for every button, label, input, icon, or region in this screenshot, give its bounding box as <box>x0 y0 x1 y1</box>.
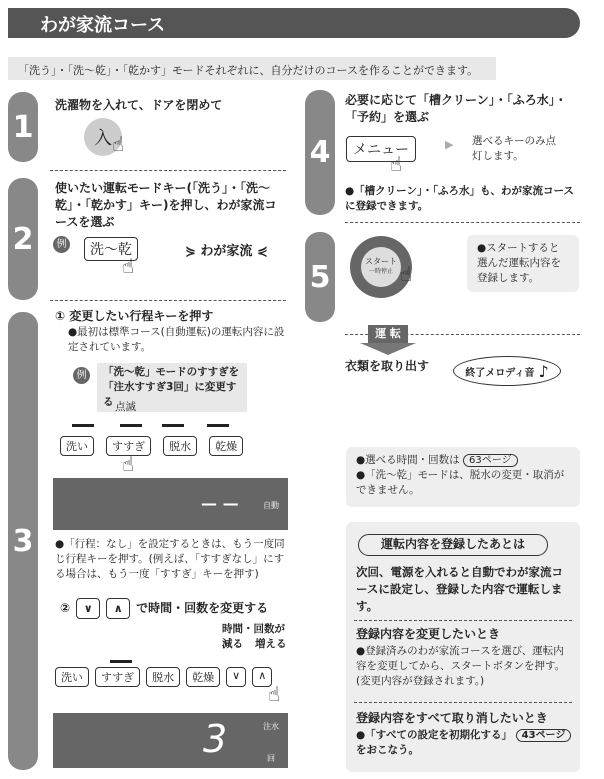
example-badge: 例 <box>53 236 70 253</box>
hand-pointer-icon: ☝ <box>122 254 135 278</box>
time-count-label: 時間・回数が <box>222 623 285 635</box>
start-label: スタート <box>365 257 397 266</box>
divider <box>345 222 580 223</box>
menu-key[interactable]: メニュー <box>346 136 416 162</box>
take-out-text: 衣類を取り出す <box>345 359 430 373</box>
divider <box>354 702 572 703</box>
indicator-bar-blinking <box>120 424 142 427</box>
down-arrow-key[interactable]: ∨ <box>226 667 246 687</box>
hand-pointer-icon: ☝ <box>390 152 403 176</box>
step-4-text: 必要に応じて「槽クリーン」・「ふろ水」・「予約」を選ぶ <box>345 93 567 124</box>
down-arrow-key[interactable]: ∨ <box>76 598 100 619</box>
up-arrow-key[interactable]: ∧ <box>252 667 272 687</box>
display-panel-2 <box>53 713 288 768</box>
indicator-bar <box>207 424 229 427</box>
page-ref-43[interactable]: 43ページ <box>516 729 572 742</box>
step-3-note1: ●最初は標準コース(自動運転)の運転内容に設定されています。 <box>68 326 285 353</box>
spin-key[interactable]: 脱水 <box>146 667 180 687</box>
step-4-note: ●「槽クリーン」・「ふろ水」も、わが家流コースに登録できます。 <box>345 185 574 212</box>
increase-label: 増える <box>255 638 287 650</box>
start-callout: ●スタートすると選んだ運転内容を登録します。 <box>467 235 579 292</box>
step-1-badge: 1 <box>8 92 38 162</box>
down-arrow-icon <box>360 343 416 355</box>
dry-key[interactable]: 乾燥 <box>186 667 220 687</box>
step-2-text: 使いたい運転モードキー(「洗う」・「洗〜乾」・「乾かす」キー)を押し、わが家流コースを選ぶ <box>55 181 277 229</box>
rinse-key[interactable]: すすぎ <box>106 436 151 456</box>
indicator-bar <box>162 424 184 427</box>
dry-key[interactable]: 乾燥 <box>209 436 243 456</box>
hand-pointer-icon: ☝ <box>112 132 125 156</box>
wash-dry-key[interactable]: 洗〜乾 <box>84 237 138 261</box>
insert-button[interactable]: 入 <box>84 118 122 156</box>
intro-text: 「洗う」・「洗〜乾」・「乾かす」モードそれぞれに、自分だけのコースを作ることができます。 <box>8 57 496 80</box>
page-title: わが家流コース <box>8 8 580 38</box>
decrease-label: 減る <box>222 638 243 650</box>
panel-value: 3 <box>203 717 228 761</box>
step-3-note2: ●「行程：なし」を設定するときは、もう一度同じ行程キーを押す。(例えば、「すすぎなし」にする場合は、もう一度「すすぎ」キーを押す) <box>55 538 285 580</box>
cancel-suffix: をおこなう。 <box>356 744 419 756</box>
hand-pointer-icon: ☝ <box>268 682 281 706</box>
divider <box>50 300 286 301</box>
after-title: 運転内容を登録したあとは <box>358 534 548 556</box>
process-keys-2 <box>55 667 272 687</box>
note-2: ●「洗〜乾」モードは、脱水の変更・取消ができません。 <box>356 469 565 496</box>
panel-label-times: 回 <box>267 754 275 763</box>
hand-pointer-icon: ☝ <box>122 452 135 476</box>
display-waga-ryu: ⋟ わが家流 ⋞ <box>185 244 268 259</box>
step-2-badge: 2 <box>8 178 38 300</box>
step-3-sub2 <box>60 598 268 619</box>
wash-key[interactable]: 洗い <box>55 667 89 687</box>
run-label: 運 転 <box>368 325 408 343</box>
example-text: 「洗〜乾」モードのすすぎを「注水すすぎ3回」に変更する <box>97 363 247 412</box>
arrow-right-icon: ▶ <box>445 138 454 151</box>
after-body: 次回、電源を入れると自動でわが家流コースに設定し、登録した内容で運転します。 <box>356 565 563 613</box>
step-4-badge: 4 <box>305 90 335 215</box>
sub2-text: で時間・回数を変更する <box>136 601 269 615</box>
notes-box <box>346 447 580 507</box>
display-text: わが家流 <box>200 244 253 259</box>
display-panel-1 <box>53 478 288 530</box>
pause-label: 一時停止 <box>368 268 393 275</box>
step-5-badge: 5 <box>305 232 335 322</box>
melody-text: 終了メロディ音 <box>465 367 535 379</box>
hand-pointer-icon: ☝ <box>400 262 413 286</box>
panel-label-auto: 自動 <box>263 501 279 510</box>
example-badge: 例 <box>73 367 90 384</box>
step-4-hint: 選べるキーのみ点灯します。 <box>472 135 556 162</box>
spin-key[interactable]: 脱水 <box>163 436 197 456</box>
music-note-icon: ♪ <box>538 361 549 381</box>
blink-label: 点滅 <box>115 401 136 413</box>
step-3-sub1: ① 変更したい行程キーを押す <box>55 309 214 323</box>
melody-bubble <box>453 356 561 386</box>
circled-2: ② <box>60 601 71 615</box>
panel-value: — — <box>201 494 239 513</box>
cancel-prefix: ●「すべての設定を初期化する」 <box>356 729 512 741</box>
step-1-text: 洗濯物を入れて、ドアを閉めて <box>55 98 223 112</box>
divider <box>50 170 286 171</box>
step-3-badge: 3 <box>8 312 38 770</box>
indicator-bar <box>72 424 94 427</box>
up-arrow-key[interactable]: ∧ <box>106 598 130 619</box>
start-pause-face <box>361 247 401 287</box>
rinse-key[interactable]: すすぎ <box>95 667 140 687</box>
cancel-text <box>356 728 574 758</box>
indicator-bar-blinking <box>110 660 132 663</box>
change-text: ●登録済みのわが家流コースを選び、運転内容を変更してから、スタートボタンを押す。(変更内容が登録されます。) <box>356 645 566 687</box>
cancel-title: 登録内容をすべて取り消したいとき <box>356 711 548 725</box>
note-1: ●選べる時間・回数は <box>356 454 460 466</box>
after-register-box <box>346 522 580 772</box>
wash-key[interactable]: 洗い <box>60 436 94 456</box>
panel-label-water: 注水 <box>263 722 279 731</box>
process-keys <box>60 436 243 456</box>
divider <box>354 620 572 621</box>
change-title: 登録内容を変更したいとき <box>356 627 501 641</box>
page-ref-63[interactable]: 63ページ <box>463 454 518 467</box>
